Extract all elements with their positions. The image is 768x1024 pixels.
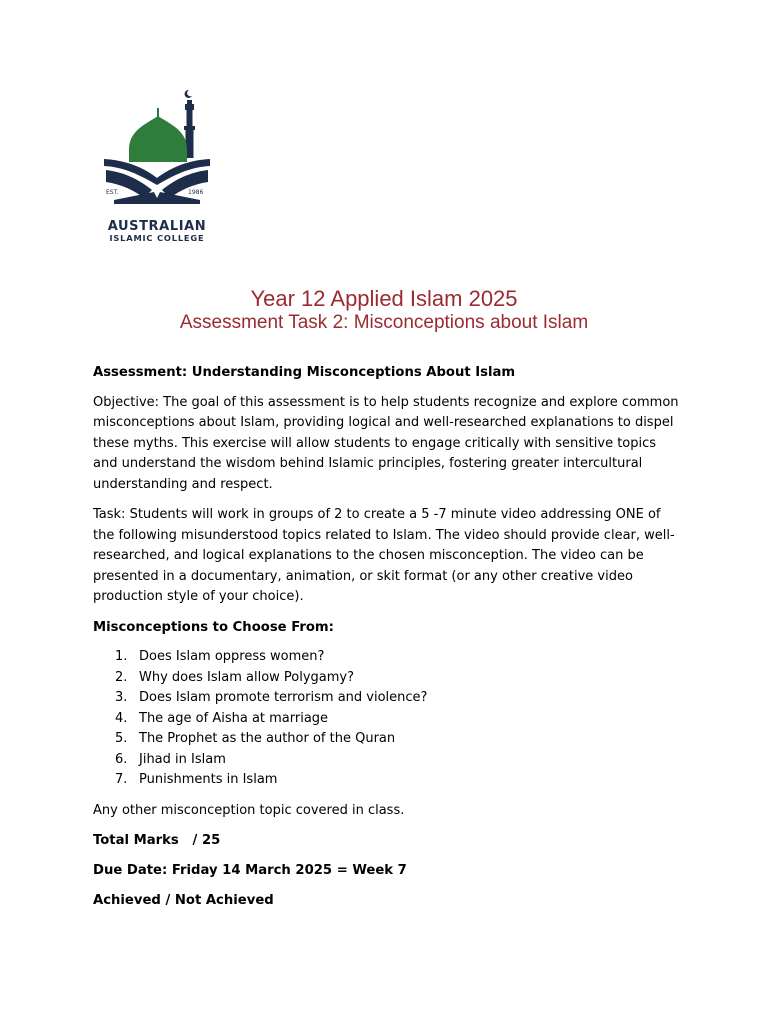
est-label: EST. — [106, 189, 119, 196]
crescent-icon — [185, 90, 192, 98]
assessment-body — [93, 363, 683, 921]
misconceptions-list — [93, 647, 683, 791]
other-topic-note: Any other misconception topic covered in class. — [93, 802, 405, 818]
logo-name-line2: ISLAMIC COLLEGE — [109, 233, 205, 243]
list-item — [93, 668, 683, 689]
list-text: The age of Aisha at marriage — [139, 710, 329, 726]
achievement-status: Achieved / Not Achieved — [93, 893, 274, 908]
list-text: Jihad in Islam — [139, 751, 226, 767]
due-date: Due Date: Friday 14 March 2025 = Week 7 — [93, 863, 407, 878]
list-item — [93, 770, 683, 791]
assessment-heading: Assessment: Understanding Misconceptions About Islam — [93, 365, 516, 380]
list-item — [93, 688, 683, 709]
list-number: 5. — [115, 731, 128, 746]
year-label: 1986 — [188, 189, 204, 196]
logo-name-line1: AUSTRALIAN — [107, 219, 207, 234]
objective-paragraph: Objective: The goal of this assessment is to help students recognize and explore common misconceptions about Islam, providing logical and well-researched explanations to dispel these myths. This exercise will allow students to engage critically with sensitive topics and understand the wisdom behind Islamic principles, fostering greater intercultural understanding and respect. — [93, 394, 679, 492]
list-item — [93, 729, 683, 750]
college-logo — [96, 86, 218, 248]
list-number: 1. — [115, 649, 128, 664]
college-emblem-icon — [96, 86, 218, 216]
page-title: Year 12 Applied Islam 2025 — [250, 286, 518, 311]
list-text: Does Islam promote terrorism and violence? — [139, 690, 428, 705]
list-number: 7. — [115, 772, 128, 787]
task-paragraph: Task: Students will work in groups of 2 to create a 5 -7 minute video addressing ONE of the following misunderstood topics related to Islam. The video should provide clear, well-researched, and logical explanations to the chosen misconception. The video can be presented in a documentary, animation, or skit format (or any other creative video production style of your choice). — [93, 507, 675, 604]
list-number: 6. — [115, 751, 128, 767]
list-item — [93, 709, 683, 730]
total-marks: Total Marks / 25 — [93, 833, 221, 848]
page-subtitle: Assessment Task 2: Misconceptions about Islam — [179, 312, 589, 333]
list-text: Does Islam oppress women? — [139, 649, 325, 664]
misconceptions-heading: Misconceptions to Choose From: — [93, 619, 334, 635]
dome-icon — [129, 116, 187, 162]
list-number: 3. — [115, 690, 128, 705]
list-number: 4. — [115, 710, 128, 726]
list-text: Why does Islam allow Polygamy? — [139, 669, 355, 685]
list-number: 2. — [115, 669, 128, 685]
list-text: The Prophet as the author of the Quran — [139, 731, 396, 746]
list-item — [93, 647, 683, 668]
list-text: Punishments in Islam — [139, 772, 278, 787]
list-item — [93, 750, 683, 771]
